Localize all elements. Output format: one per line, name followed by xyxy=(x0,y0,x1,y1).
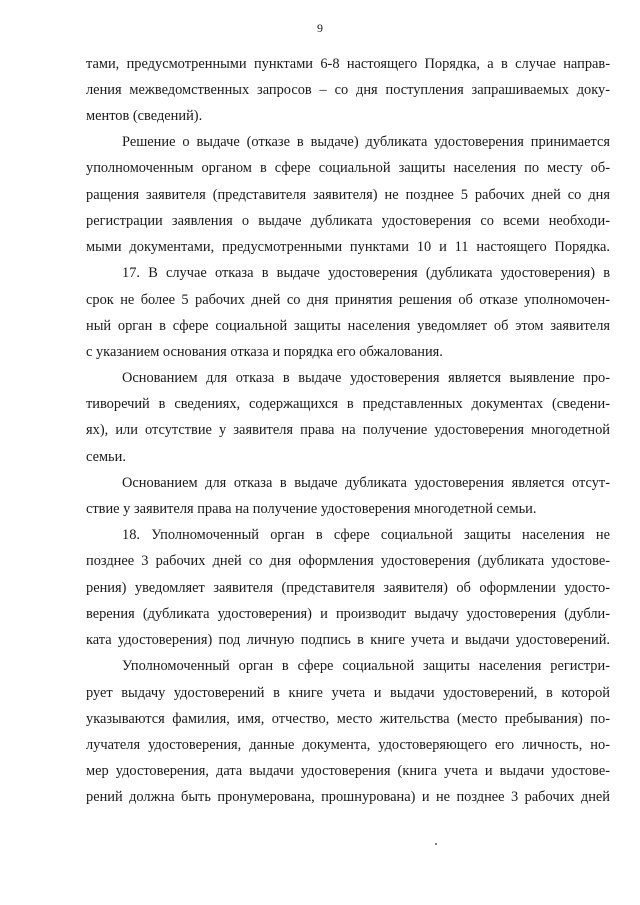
text-line: ката удостоверения) под личную подпись в книге учета и выдачи удостоверений. xyxy=(86,632,610,648)
text-line: ях), или отсутствие у заявителя права на получение удостоверения многодетной xyxy=(86,422,610,438)
text-line: рения) уведомляет заявителя (представителя заявителя) об оформлении удосто- xyxy=(86,580,610,596)
text-line: ления межведомственных запросов – со дня поступления запрашиваемых доку- xyxy=(86,82,610,98)
text-line: тиворечий в сведениях, содержащихся в представленных документах (сведени- xyxy=(86,396,610,412)
text-line: Решение о выдаче (отказе в выдаче) дубликата удостоверения принимается xyxy=(122,134,610,150)
text-line: мыми документами, предусмотренными пунктами 10 и 11 настоящего Порядка. xyxy=(86,239,610,255)
text-line: Основанием для отказа в выдаче дубликата удостоверения является отсут- xyxy=(122,475,610,491)
text-line: мер удостоверения, дата выдачи удостоверения (книга учета и выдачи удостове- xyxy=(86,763,610,779)
text-line: рений должна быть пронумерована, прошнурована) и не позднее 3 рабочих дней xyxy=(86,789,610,805)
text-line: верения (дубликата удостоверения) и производит выдачу удостоверения (дубли- xyxy=(86,606,610,622)
text-line: ращения заявителя (представителя заявителя) не позднее 5 рабочих дней со дня xyxy=(86,187,610,203)
text-line: Уполномоченный орган в сфере социальной защиты населения регистри- xyxy=(122,658,610,674)
text-line: уполномоченным органом в сфере социальной защиты населения по месту об- xyxy=(86,160,610,176)
text-line: 18. Уполномоченный орган в сфере социальной защиты населения не xyxy=(122,527,610,543)
text-line: лучателя удостоверения, данные документа, удостоверяющего его личность, но- xyxy=(86,737,610,753)
scan-speck xyxy=(435,843,437,845)
text-line: регистрации заявления о выдаче дубликата удостоверения со всеми необходи- xyxy=(86,213,610,229)
text-line: с указанием основания отказа и порядка его обжалования. xyxy=(86,344,443,360)
text-line: 17. В случае отказа в выдаче удостоверения (дубликата удостоверения) в xyxy=(122,265,610,281)
text-line: указываются фамилия, имя, отчество, место жительства (место пребывания) по- xyxy=(86,711,610,727)
text-line: позднее 3 рабочих дней со дня оформления удостоверения (дубликата удостове- xyxy=(86,553,610,569)
text-line: срок не более 5 рабочих дней со дня принятия решения об отказе уполномочен- xyxy=(86,292,610,308)
text-line: ментов (сведений). xyxy=(86,108,203,124)
text-line: тами, предусмотренными пунктами 6-8 настоящего Порядка, а в случае направ- xyxy=(86,56,610,72)
text-line: ный орган в сфере социальной защиты населения уведомляет об этом заявителя xyxy=(86,318,610,334)
text-line: семьи. xyxy=(86,449,126,465)
text-line: Основанием для отказа в выдаче удостоверения является выявление про- xyxy=(122,370,610,386)
page-number: 9 xyxy=(317,21,323,35)
text-line: рует выдачу удостоверений в книге учета и выдачи удостоверений, в которой xyxy=(86,685,610,701)
text-line: ствие у заявителя права на получение удостоверения многодетной семьи. xyxy=(86,501,537,517)
